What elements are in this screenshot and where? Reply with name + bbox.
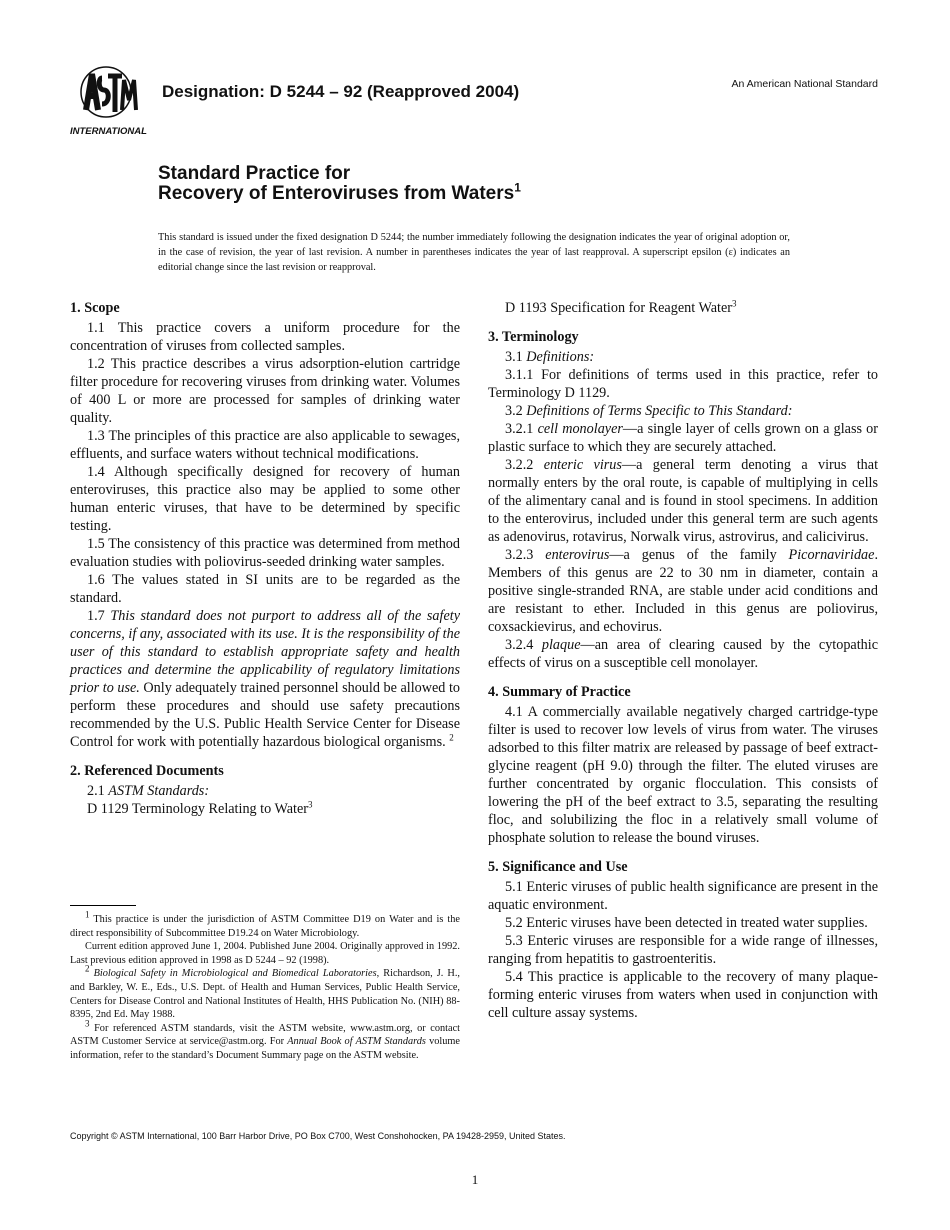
- astm-logo: [68, 66, 152, 138]
- paragraph-2-1: [70, 782, 460, 800]
- paragraph-number: 3.2.4: [505, 637, 534, 653]
- footnote-mark: 2: [85, 963, 90, 974]
- defined-term: enteric virus: [543, 457, 622, 473]
- footnote-text: For referenced ASTM standards, visit the ASTM website, www.astm.org, or contact ASTM Customer Service at service@astm.org. For: [70, 1022, 461, 1048]
- footnote-mark: 3: [85, 1018, 90, 1029]
- paragraph-number: 3.2.1: [505, 421, 534, 437]
- paragraph-number: 3.2.3: [505, 547, 534, 563]
- footnote-text: volume information, refer to the standard’s Document Summary page on the ASTM website.: [70, 1036, 460, 1061]
- definition-text: —a single layer of cells grown on a glass or plastic surface to which they are securely attached.: [488, 421, 879, 455]
- definition-text: —a genus of the family: [609, 547, 789, 563]
- reference-text: D 1193 Specification for Reagent Water: [505, 300, 732, 316]
- paragraph-1-6: 1.6 The values stated in SI units are to be regarded as the standard.: [70, 572, 460, 606]
- footnote-ref: 3: [308, 799, 313, 810]
- title-line-1: Standard Practice for: [158, 163, 351, 184]
- paragraph-1-4: 1.4 Although specifically designed for recovery of human enteroviruses, this practice also may be applied to some other human enteric viruses, that have to be determined by specific testing.: [70, 464, 460, 534]
- footnote-title: Annual Book of ASTM Standards: [287, 1036, 426, 1048]
- section-significance: [488, 858, 878, 1022]
- section-summary: [488, 683, 878, 847]
- title-line-2: [158, 180, 521, 205]
- section-terminology: [488, 328, 878, 672]
- reference-continued: [488, 299, 878, 317]
- section-heading: 3. Terminology: [488, 329, 579, 345]
- section-scope: [70, 299, 460, 751]
- safety-text: Only adequately trained personnel should be allowed to perform these procedures and should use safety precautions recommended by the U.S. Public Health Service Center for Disease Control for work with potentially hazardous biological organisms.: [70, 680, 460, 750]
- reference-d1193: [505, 299, 878, 317]
- definition-plaque: [488, 636, 878, 672]
- left-column: [70, 299, 460, 829]
- footnote-mark: 1: [85, 909, 90, 920]
- paragraph-1-2: 1.2 This practice describes a virus adsorption-elution cartridge filter procedure for recovering viruses from drinking water. Volumes of 400 L or more are processed for samples of drinking water quality.: [70, 356, 460, 426]
- footnote-title: Biological Safety in Microbiological and Biomedical Laboratories: [93, 968, 377, 980]
- defined-term: plaque: [541, 637, 581, 653]
- title-footnote-mark: 1: [514, 180, 521, 195]
- footnote-text: This practice is under the jurisdiction of ASTM Committee D19 on Water and is the direct responsibility of Subcommittee D19.24 on Water Microbiology.: [70, 914, 460, 939]
- national-standard-label: An American National Standard: [731, 78, 878, 90]
- section-heading: 1. Scope: [70, 300, 120, 316]
- reference-d1129: [87, 800, 460, 818]
- paragraph-number: 3.1: [505, 349, 523, 365]
- paragraph-5-4: 5.4 This practice is applicable to the recovery of many plaque-forming enteric viruses from waters when used in conjunction with cell culture assay systems.: [488, 969, 878, 1021]
- definition-text: —a general term denoting a virus that normally enters by the oral route, is capable of multiplying in cells of the alimentary canal and is found in stool specimens. In addition to the enterovirus, included under this general term are such agents as adenovirus, rotavirus, Norwalk virus, astrovirus, and calicivirus.: [488, 457, 879, 545]
- footnote-1-edition: Current edition approved June 1, 2004. Published June 2004. Originally approved in 1992. Last previous edition approved in 1998 as D 5244 – 92 (1998).: [70, 941, 460, 966]
- family-name: Picornaviridae: [788, 547, 875, 563]
- paragraph-1-5: 1.5 The consistency of this practice was determined from method evaluation studies with poliovirus-seeded drinking water samples.: [70, 536, 460, 570]
- paragraph-5-3: 5.3 Enteric viruses are responsible for a wide range of illnesses, ranging from hepatitis to gastroenteritis.: [488, 933, 878, 967]
- paragraph-1-3: 1.3 The principles of this practice are also applicable to sewages, effluents, and surface waters without technical modifications.: [70, 428, 460, 462]
- paragraph-3-1: [488, 348, 878, 366]
- footnotes: [70, 909, 461, 1063]
- section-referenced-documents: [70, 762, 460, 818]
- definition-text: . Members of this genus are 22 to 30 nm in diameter, contain a positive single-stranded RNA, are stable under acid conditions and are resistant to ether. Included in this genus are poliovirus, coxsackievirus, and echovirus.: [488, 547, 878, 635]
- footnote-1: [70, 909, 460, 940]
- paragraph-5-1: 5.1 Enteric viruses of public health significance are present in the aquatic environment.: [488, 879, 878, 913]
- paragraph-4-1: 4.1 A commercially available negatively charged cartridge-type filter is used to recover low levels of virus from water. The viruses adsorbed to this filter matrix are released by passage of beef extract-glycine reagent (pH 9.0) through the filter. The eluted viruses are further concentrated by organic flocculation. This consists of lowering the pH of the beef extract to 3.5, separating the resulting floc, and solubilizing the floc in a relatively small volume of phosphate solution to release the bound viruses.: [488, 704, 878, 846]
- section-heading: 4. Summary of Practice: [488, 684, 631, 700]
- section-heading: 2. Referenced Documents: [70, 763, 224, 779]
- paragraph-number: 3.2.2: [505, 457, 534, 473]
- subsection-label: Definitions:: [526, 349, 595, 365]
- paragraph-1-1: 1.1 This practice covers a uniform procedure for the concentration of viruses from collected samples.: [70, 320, 460, 354]
- subsection-label: Definitions of Terms Specific to This Standard:: [526, 403, 793, 419]
- right-column: [488, 299, 878, 1033]
- paragraph-1-7: [70, 607, 460, 751]
- defined-term: enterovirus: [545, 547, 610, 563]
- paragraph-3-2: [488, 402, 878, 420]
- footnote-divider: [70, 905, 136, 906]
- astm-logo-graphic: [68, 66, 152, 138]
- footnote-ref: 3: [731, 298, 737, 309]
- defined-term: cell monolayer: [537, 421, 623, 437]
- reference-text: D 1129 Terminology Relating to Water: [87, 801, 309, 817]
- paragraph-number: 2.1: [87, 783, 105, 799]
- paragraph-number: 3.2: [505, 403, 523, 419]
- definition-enterovirus: [488, 546, 878, 636]
- designation: Designation: D 5244 – 92 (Reapproved 2004): [162, 82, 520, 101]
- footnote-text: , Richardson, J. H., and Barkley, W. E., Eds., U.S. Dept. of Health and Human Services, Public Health Service, Centers for Disease Control and National Institutes of Health, HHS Publication No. (NIH) 88-8395, 2nd Ed. May 1988.: [70, 968, 461, 1021]
- copyright: Copyright © ASTM International, 100 Barr Harbor Drive, PO Box C700, West Conshohocken, PA 19428-2959, United States.: [70, 1131, 566, 1141]
- subsection-label: ASTM Standards:: [108, 783, 210, 799]
- definition-text: —an area of clearing caused by the cytopathic effects of virus on a susceptible cell monolayer.: [488, 637, 878, 671]
- logo-international-text: INTERNATIONAL: [70, 126, 147, 137]
- page-number: 1: [471, 1172, 479, 1187]
- definition-enteric-virus: [488, 456, 878, 546]
- footnote-ref: 2: [449, 732, 454, 743]
- paragraph-3-1-1: 3.1.1 For definitions of terms used in this practice, refer to Terminology D 1129.: [488, 367, 878, 401]
- paragraph-number: 1.7: [87, 608, 105, 624]
- definition-cell-monolayer: [488, 420, 878, 456]
- issued-note: This standard is issued under the fixed designation D 5244; the number immediately following the designation indicates the year of original adoption or, in the case of revision, the year of last revision. A number in parentheses indicates the year of last reapproval. A superscript epsilon (ε) indicates an editorial change since the last revision or reapproval.: [158, 232, 790, 273]
- footnote-2: [70, 963, 461, 1021]
- paragraph-5-2: 5.2 Enteric viruses have been detected in treated water supplies.: [505, 915, 868, 931]
- footnote-3: [70, 1018, 461, 1063]
- safety-statement: This standard does not purport to address all of the safety concerns, if any, associated with its use. It is the responsibility of the user of this standard to establish appropriate safety and health practices and determine the applicability of regulatory limitations prior to use.: [70, 608, 460, 696]
- section-heading: 5. Significance and Use: [488, 859, 628, 875]
- title-text: Recovery of Enteroviruses from Waters: [158, 183, 515, 204]
